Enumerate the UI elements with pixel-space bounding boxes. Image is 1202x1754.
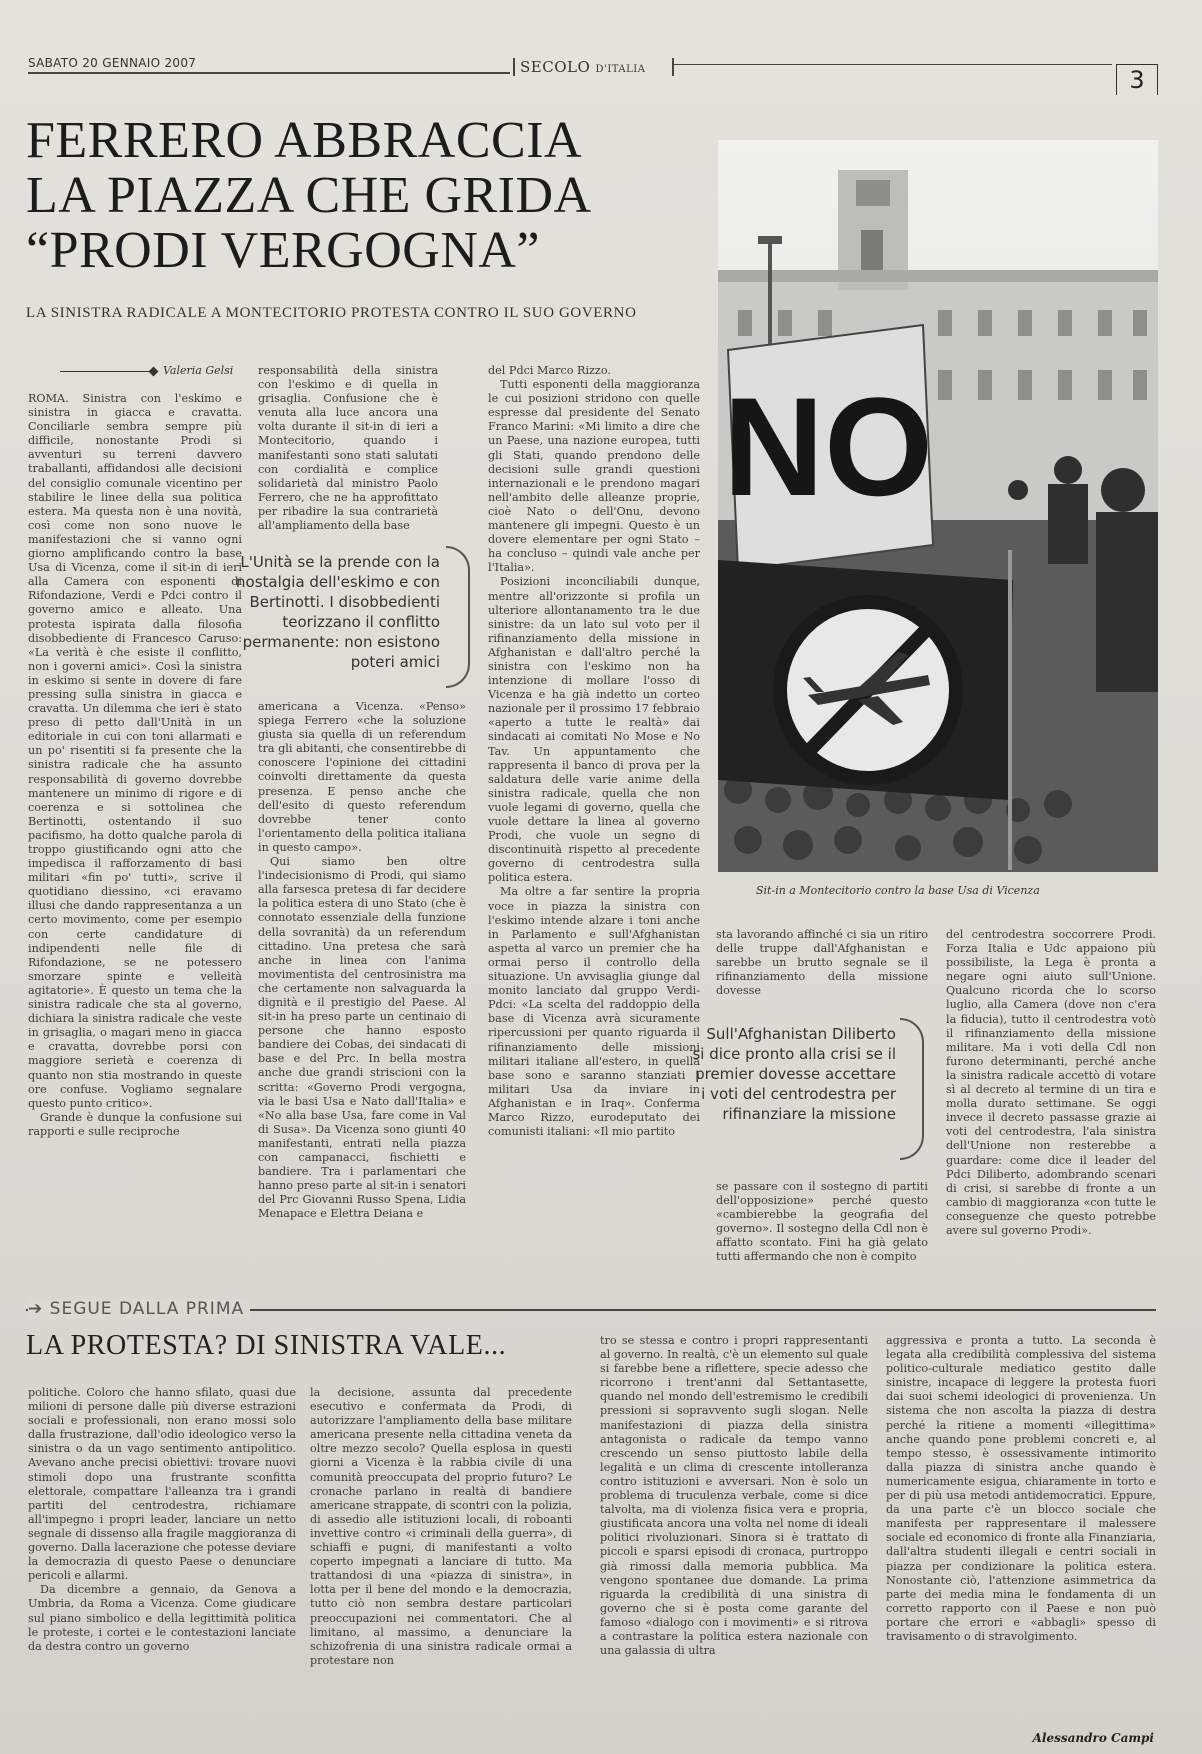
article-paragraph: tro se stessa e contro i propri rappresentanti al governo. In realtà, c'è un elemento sul quale si farebbe bene a riflettere, specie adesso che ricorrono i trent'anni dal Settantasette, quando nel mondo dell'estremismo le credibili pressioni si sopravvento sugli slogan. Nelle manifestazioni di piazza della sinistra antagonista o radicale da tempo vanno crescendo un senso piuttosto labile della legalità e un clima di crescente intolleranza contro istituzioni e avversari. Non è solo un problema di truculenza verbale, come si dice talvolta, ma di violenza fisica vera e propria, giustificata ancora una volta nel nome di ideali politici rivoluzionari. Sinora si è trattato di piccoli e sparsi episodi di cronaca, purtroppo già rimossi dalla memoria pubblica. Ma vengono spontanee due domande. La prima riguarda la credibilità di una sinistra di governo che si è posta come garante del famoso «dialogo con i movimenti» e si ritrova a contrastare la politica estera nazionale con una galassia di ultra	[600, 1334, 868, 1658]
page-number: 3	[1116, 64, 1158, 95]
masthead	[520, 58, 645, 76]
protest-photo-illustration	[718, 140, 1158, 872]
article-column-5	[946, 928, 1156, 1268]
article-paragraph: Grande è dunque la confusione sui rapporti e sulle reciproche	[28, 1110, 242, 1138]
header-divider	[672, 58, 674, 76]
byline: Valeria Gelsi	[163, 364, 234, 377]
continued-label	[28, 1299, 250, 1319]
article-paragraph: aggressiva e pronta a tutto. La seconda è legata alla credibilità complessiva del sistema politico-culturale mediatico gestito dalle sinistre, incapace di leggere la protesta fuori dai suoi schemi ideologici di provenienza. Un sistema che non ascolta la piazza di destra perché la ritiene a momenti «illegittima» anche quando pone problemi concreti e, al tempo stesso, è ossessivamente intimorito dalla piazza di sinistra anche quando è numericamente esigua, chiaramente in torto e per di più usa metodi antidemocratici. Eppure, da una parte c'è un blocco sociale che manifesta per rappresentare il malessere sociale ed economico di fronte alla Finanziaria, dall'altra studenti illegali e centri sociali in piazza per condizionare la politica estera. Nonostante ciò, l'attenzione asimmetrica da parte dei media mina le fondamenta di un corretto rapporto con il Paese e non può portare che errori e «abbagli» spesso di travisamento o di stravolgimento.	[886, 1334, 1156, 1643]
article-paragraph: sta lavorando affinché ci sia un ritiro delle truppe dall'Afghanistan e sarebbe un brutto segnale se il rifinanziamento della missione dovesse	[716, 928, 928, 998]
article-paragraph: del centrodestra soccorrere Prodi. Forza Italia e Udc appaiono più possibiliste, la Lega è pronta a negare ogni aiuto sull'Unione. Qualcuno ricorda che lo scorso luglio, alla Camera (dove non c'era la fiducia), tutto il centrodestra votò il rifinanziamento della missione militare. Ma i voti della Cdl non furono determinanti, perché anche la sinistra radicale accettò di votare sì al decreto al termine di un tira e molla durato settimane. Se oggi invece il decreto passasse grazie ai voti del centrodestra, l'ala sinistra dell'Unione non resterebbe a guardare: come dice il leader del Pdci Diliberto, adombrando scenari di crisi, si sarebbe di fronte a un cambio di maggioranza «con tutte le conseguenze che questo potrebbe avere sul governo Prodi».	[946, 928, 1156, 1237]
bottom-column-3	[600, 1334, 868, 1736]
bottom-column-2	[310, 1386, 572, 1736]
headline-line: LA PIAZZA CHE GRIDA	[26, 167, 592, 224]
arrow-right-icon: ➔	[28, 1299, 44, 1319]
article-paragraph: Da dicembre a gennaio, da Genova a Umbria, da Roma a Vicenza. Come giudicare sul piano simbolico e della legittimità politica le proteste, i cortei e le contestazioni lanciate da destra contro un governo	[28, 1583, 296, 1653]
header-rule	[672, 64, 1112, 65]
article-paragraph: Posizioni inconciliabili dunque, mentre all'orizzonte si profila un ulteriore allontanamento tra le due sinistre: da un lato sul voto per il rifinanziamento della missione in Afghanistan e dall'altro perché la sinistra con l'eskimo non ha intenzione di mollare l'osso di Vicenza e ha già indetto un corteo nazionale per il prossimo 17 febbraio «aperto a tutte le realtà» dai sindacati ai comitati No Mose e No Tav. Un appuntamento che rappresenta il banco di prova per la saldatura delle varie anime della sinistra radicale, quella che non vuole legami di governo, quella che vuole dettare la linea al governo Prodi, che vuole un segno di discontinuità rispetto al precedente governo di centrodestra sulla politica estera.	[488, 575, 700, 885]
subheadline: LA SINISTRA RADICALE A MONTECITORIO PROTESTA CONTRO IL SUO GOVERNO	[26, 305, 637, 321]
bottom-column-1	[28, 1386, 296, 1736]
header-rule	[28, 72, 510, 74]
byline-rule	[60, 371, 152, 372]
masthead-suffix: D'ITALIA	[595, 64, 646, 75]
bottom-article-title: LA PROTESTA? DI SINISTRA VALE...	[26, 1330, 507, 1361]
photo-caption: Sit-in a Montecitorio contro la base Usa di Vicenza	[756, 884, 1040, 897]
bottom-column-4	[886, 1334, 1156, 1726]
headline-line: “PRODI VERGOGNA”	[26, 222, 541, 279]
article-paragraph: americana a Vicenza. «Penso» spiega Ferrero «che la soluzione giusta sia quella di un referendum tra gli abitanti, che consentirebbe di conoscere l'opinione dei cittadini coinvolti direttamente da questa presenza. E penso anche che dell'esito di questo referendum dovrebbe tener conto l'orientamento della politica italiana in questo campo».	[258, 700, 466, 854]
article-column-2-bottom	[258, 700, 466, 1268]
article-column-4-bottom	[716, 1180, 928, 1268]
article-paragraph: ROMA. Sinistra con l'eskimo e sinistra in giacca e cravatta. Conciliarle sembra sempre più difficile, nonostante Prodi si avventuri su terreni davvero traballanti, affidandosi alle decisioni del consiglio comunale vicentino per stabilire le linee della sua politica estera. Ma questa non è una novità, così come non sono nuove le manifestazioni che si vanno ogni giorno amplificando contro la base Usa di Vicenza, come il sit-in di ieri alla Camera con esponenti di Rifondazione, Verdi e Pdci contro il governo amico e alleato. Una protesta ispirata dalla filosofia disobbediente di Francesco Caruso: «La verità è che esiste il conflitto, non i governi amici». Così la sinistra in eskimo si sente in dovere di fare pressing sulla sinistra in giacca e cravatta. Un dilemma che ieri è stato preso di petto dall'Unità in un editoriale in cui con toni allarmati e un po' risentiti si fa presente che la sinistra radicale che ha assunto responsabilità di governo dovrebbe mantenere un minimo di rigore e di coerenza e si sottolinea che Bertinotti, ostentando il suo pacifismo, ha dotto qualche parola di troppo giustificando ogni atto che impedisca il rafforzamento di basi militari «fin po' tutti», scrive il quotidiano diessino, «ci eravamo illusi che dando rappresentanza a un certo movimento, come per esempio con certe candidature di indipendenti nelle file di Rifondazione, se ne potessero smorzare spinte e velleità agitatorie». È questo un tema che la sinistra radicale che sta al governo, dichiara la sinistra radicale che veste in grisaglia, o magari meno in giacca e cravatta, dovrebbe porsi con maggiore serietà e coerenza di quanto non stia mostrando in queste ore confuse. Vogliamo segnalare questo punto critico».	[28, 392, 242, 1110]
article-column-1	[28, 392, 242, 1268]
article-paragraph: Ma oltre a far sentire la propria voce in piazza la sinistra con l'eskimo intende alzare i toni anche in Parlamento e sull'Afghanistan aspetta al varco un premier che ha ormai perso il controllo della situazione. Un avvisaglia giunge dal monito lanciato dal gruppo Verdi-Pdci: «La scelta del raddoppio della base di Vicenza avrà sicuramente ripercussioni per quanto riguarda il rifinanziamento delle missioni militari italiane all'estero, in quella base sono e saranno stanziati i militari Usa da inviare in Afghanistan e in Iraq». Conferma Marco Rizzo, eurodeputato dei comunisti italiani: «Il mio partito	[488, 885, 700, 1139]
headline-line: FERRERO ABBRACCIA	[26, 112, 583, 169]
headline	[26, 113, 706, 278]
author-signature: Alessandro Campi	[1032, 1731, 1154, 1745]
pullquote: L'Unità se la prende con la nostalgia dell'eskimo e con Bertinotti. I disobbedienti teorizzano il conflitto permanente: non esistono poteri amici	[236, 553, 440, 671]
pullquote-bracket	[900, 1018, 924, 1160]
continued-label-text: SEGUE DALLA PRIMA	[49, 1299, 245, 1319]
article-paragraph: politiche. Coloro che hanno sfilato, quasi due milioni di persone dalle più diverse estrazioni sociali e professionali, non erano mossi solo dalla frustrazione, dall'odio ideologico verso la sinistra o da un vago sentimento antipolitico. Avevano anche precisi obiettivi: trovare nuovi stimoli dopo una frustrante sconfitta elettorale, compattare l'alleanza tra i grandi partiti del centrodestra, richiamare all'impegno i propri leader, lanciare un netto segnale di dissenso alla fragile maggioranza di governo. Dalla lacerazione che potesse deviare la democrazia di questo Paese o denunciare pericoli e allarmi.	[28, 1386, 296, 1583]
article-column-2-top	[258, 364, 438, 533]
masthead-name: SECOLO	[520, 58, 591, 76]
article-paragraph: Tutti esponenti della maggioranza le cui posizioni stridono con quelle espresse dal presidente del Senato Franco Marini: «Mi limito a dire che un Paese, una nazione europea, tutti gli Stati, quando prendono delle decisioni sulle grandi questioni internazionali e le prendono magari nell'ambito delle alleanze proprie, cioè Nato o dell'Onu, devono mantenere gli impegni. Questo è un dovere elementare per ogni Stato – ha concluso – quindi vale anche per l'Italia».	[488, 378, 700, 575]
article-paragraph: se passare con il sostegno di partiti dell'opposizione» perché questo «cambierebbe la geografia del governo». Il sostegno della Cdl non è affatto scontato. Fini ha già gelato tutti affermando che non è compito	[716, 1180, 928, 1264]
issue-date: SABATO 20 GENNAIO 2007	[28, 56, 197, 70]
article-paragraph: responsabilità della sinistra con l'eskimo e di quella in grisaglia. Confusione che è venuta alla luce ancora una volta durante il sit-in di ieri a Montecitorio, quando i manifestanti sono stati salutati con cordialità e complice solidarietà dal ministro Paolo Ferrero, che ne ha approfittato per ribadire la sua contrarietà all'ampliamento della base	[258, 364, 438, 533]
protest-photo	[718, 140, 1158, 872]
article-paragraph: Qui siamo ben oltre l'indecisionismo di Prodi, qui siamo alla farsesca pretesa di far decidere la politica estera di uno Stato (che è connotato essenziale della funzione della sovranità) da un referendum cittadino. Una pretesa che sarà anche in linea con l'anima movimentista del centrosinistra ma che certamente non salvaguarda la dignità e il prestigio del Paese. Al sit-in ha preso parte un centinaio di persone che hanno esposto bandiere dei Cobas, dei sindacati di base e del Prc. In bella mostra anche due grandi striscioni con la scritta: «Governo Prodi vergogna, via le basi Usa e Nato dall'Italia» e «No alla base Usa, fare come in Val di Susa». Da Vicenza sono giunti 40 manifestanti, entrati nella piazza con campanacci, fischietti e bandiere. Tra i parlamentari che hanno preso parte al sit-in i senatori del Prc Giovanni Russo Spena, Lidia Menapace e Elettra Deiana e	[258, 855, 466, 1221]
article-column-3	[488, 364, 700, 1268]
pullquote: Sull'Afghanistan Diliberto si dice pronto alla crisi se il premier dovesse accettare i voti del centrodestra per rifinanziare la missione	[692, 1025, 896, 1123]
byline-diamond-icon	[149, 367, 159, 377]
pullquote-bracket	[446, 546, 470, 688]
article-paragraph: del Pdci Marco Rizzo.	[488, 364, 611, 377]
article-column-4-top	[716, 928, 928, 998]
header-divider	[513, 58, 515, 76]
article-paragraph: la decisione, assunta dal precedente esecutivo e confermata da Prodi, di autorizzare l'ampliamento della base militare americana presente nella cittadina veneta da oltre mezzo secolo? Quella esplosa in questi giorni a Vicenza è la rabbia civile di una comunità preoccupata del proprio futuro? Le cronache parlano in realtà di bandiere americane strappate, di scontri con la polizia, di assedio alle istituzioni locali, di roboanti invettive contro «i criminali della guerra», di schiaffi e pugni, di manifestanti a volto coperto impegnati a lanciare di tutto. Ma trattandosi di una «piazza di sinistra», in lotta per il bene del mondo e la democrazia, tutto ciò non sembra destare particolari preoccupazioni nei commentatori. Che al limitano, al massimo, a denunciare la schizofrenia di una sinistra radicale ormai a protestare non	[310, 1386, 572, 1667]
photo-sign-text: NO	[723, 368, 933, 525]
